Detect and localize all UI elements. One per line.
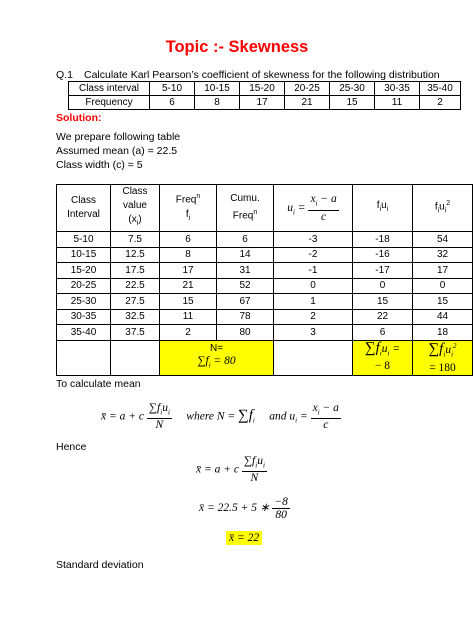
table-cell: 32.5 xyxy=(111,309,160,325)
table-cell: 25-30 xyxy=(330,82,375,96)
table-cell: 20-25 xyxy=(285,82,330,96)
table-cell: -1 xyxy=(274,263,353,279)
table-cell: 15-20 xyxy=(240,82,285,96)
header-class-interval: Class Interval xyxy=(57,185,111,232)
distribution-table xyxy=(68,81,461,110)
table-cell: 12.5 xyxy=(111,247,160,263)
table-cell: -17 xyxy=(353,263,413,279)
table-cell: 32 xyxy=(413,247,473,263)
table-cell: 5-10 xyxy=(57,232,111,248)
table-cell: 52 xyxy=(217,278,274,294)
mean-step-2: x̄ = 22.5 + 5 ∗ $\frac{-8}{80}$ xyxy=(199,496,288,521)
total-n: N= $\sum f_i = 80$ xyxy=(160,340,274,375)
calculation-table xyxy=(56,184,473,376)
table-cell: 11 xyxy=(160,309,217,325)
total-fiui2: $\sum f_iu_i^2$ = 180 xyxy=(413,340,473,375)
table-cell: 80 xyxy=(217,325,274,341)
table-cell: 0 xyxy=(274,278,353,294)
mean-heading: To calculate mean xyxy=(56,378,141,390)
table-cell: 15 xyxy=(353,294,413,310)
totals-row xyxy=(57,340,473,375)
header-frequency: Freq$^n$ $f_i$ xyxy=(160,185,217,232)
table-cell: 2 xyxy=(160,325,217,341)
table-cell: 17 xyxy=(160,263,217,279)
table-cell: 1 xyxy=(274,294,353,310)
table-cell: 17 xyxy=(240,96,285,110)
question-text: Calculate Karl Pearson’s coefficient of skewness for the following distribution xyxy=(84,69,440,81)
table-cell: 30-35 xyxy=(57,309,111,325)
table-cell: -2 xyxy=(274,247,353,263)
table-row xyxy=(57,278,473,294)
table-cell: 0 xyxy=(353,278,413,294)
table-cell: 67 xyxy=(217,294,274,310)
intro-line: Class width (c) = 5 xyxy=(56,159,143,171)
table-cell: 8 xyxy=(160,247,217,263)
table-cell: -18 xyxy=(353,232,413,248)
table-cell: -16 xyxy=(353,247,413,263)
header-fiui: $f_iu_i$ xyxy=(353,185,413,232)
header-fiui2: $f_iu_i^2$ xyxy=(413,185,473,232)
table-cell: 37.5 xyxy=(111,325,160,341)
table-row xyxy=(69,96,461,110)
table-cell: 17 xyxy=(413,263,473,279)
table-cell xyxy=(274,340,353,375)
row-label: Class interval xyxy=(69,82,150,96)
table-cell: 6 xyxy=(353,325,413,341)
table-header-row xyxy=(57,185,473,232)
table-cell: 6 xyxy=(217,232,274,248)
header-class-value: Class value $(x_i)$ xyxy=(111,185,160,232)
table-cell: 20-25 xyxy=(57,278,111,294)
table-cell: 11 xyxy=(375,96,420,110)
table-cell: 15-20 xyxy=(57,263,111,279)
table-cell: 8 xyxy=(195,96,240,110)
table-cell: 17.5 xyxy=(111,263,160,279)
table-cell: 6 xyxy=(160,232,217,248)
table-row xyxy=(57,247,473,263)
table-cell: 25-30 xyxy=(57,294,111,310)
table-cell xyxy=(57,340,111,375)
mean-result: x̄ = 22 xyxy=(226,532,262,544)
std-heading: Standard deviation xyxy=(56,559,144,571)
header-cumulative-frequency: Cumu. Freq$^n$ xyxy=(217,185,274,232)
table-cell: 3 xyxy=(274,325,353,341)
table-row xyxy=(69,82,461,96)
hence-label: Hence xyxy=(56,441,87,453)
table-cell: 54 xyxy=(413,232,473,248)
table-cell: 15 xyxy=(160,294,217,310)
intro-line: We prepare following table xyxy=(56,131,181,143)
table-cell: 2 xyxy=(420,96,461,110)
table-cell: -3 xyxy=(274,232,353,248)
table-cell: 78 xyxy=(217,309,274,325)
header-ui-formula: $u_i$ = $\frac{x_i - a}{c}$ xyxy=(274,185,353,232)
table-cell: 35-40 xyxy=(420,82,461,96)
intro-line: Assumed mean (a) = 22.5 xyxy=(56,145,178,157)
table-cell: 18 xyxy=(413,325,473,341)
table-cell: 21 xyxy=(285,96,330,110)
table-cell: 27.5 xyxy=(111,294,160,310)
table-row xyxy=(57,232,473,248)
table-row xyxy=(57,309,473,325)
table-cell: 21 xyxy=(160,278,217,294)
table-cell: 10-15 xyxy=(195,82,240,96)
table-cell: 10-15 xyxy=(57,247,111,263)
table-cell: 6 xyxy=(150,96,195,110)
table-cell xyxy=(111,340,160,375)
question-number: Q.1 xyxy=(56,69,73,81)
table-cell: 7.5 xyxy=(111,232,160,248)
table-cell: 0 xyxy=(413,278,473,294)
table-cell: 15 xyxy=(413,294,473,310)
table-cell: 2 xyxy=(274,309,353,325)
table-cell: 44 xyxy=(413,309,473,325)
solution-label: Solution: xyxy=(56,112,102,124)
table-cell: 30-35 xyxy=(375,82,420,96)
table-cell: 15 xyxy=(330,96,375,110)
row-label: Frequency xyxy=(69,96,150,110)
table-cell: 22.5 xyxy=(111,278,160,294)
page-title: Topic :- Skewness xyxy=(165,38,309,56)
table-row xyxy=(57,325,473,341)
table-cell: 14 xyxy=(217,247,274,263)
table-row xyxy=(57,263,473,279)
total-fiui: $\sum f_iu_i$ = − 8 xyxy=(353,340,413,375)
mean-formula: x̄ = a + c $\frac{\sum f_iu_i}{N}$ where $N = \sum f_i$ and $u_i$ = $\frac{x_i - a}{c}$ xyxy=(101,402,339,432)
question-1 xyxy=(56,69,440,81)
table-row xyxy=(57,294,473,310)
table-cell: 31 xyxy=(217,263,274,279)
table-cell: 35-40 xyxy=(57,325,111,341)
mean-step-1: x̄ = a + c $\frac{\sum f_iu_i}{N}$ xyxy=(196,455,265,485)
table-cell: 22 xyxy=(353,309,413,325)
table-cell: 5-10 xyxy=(150,82,195,96)
